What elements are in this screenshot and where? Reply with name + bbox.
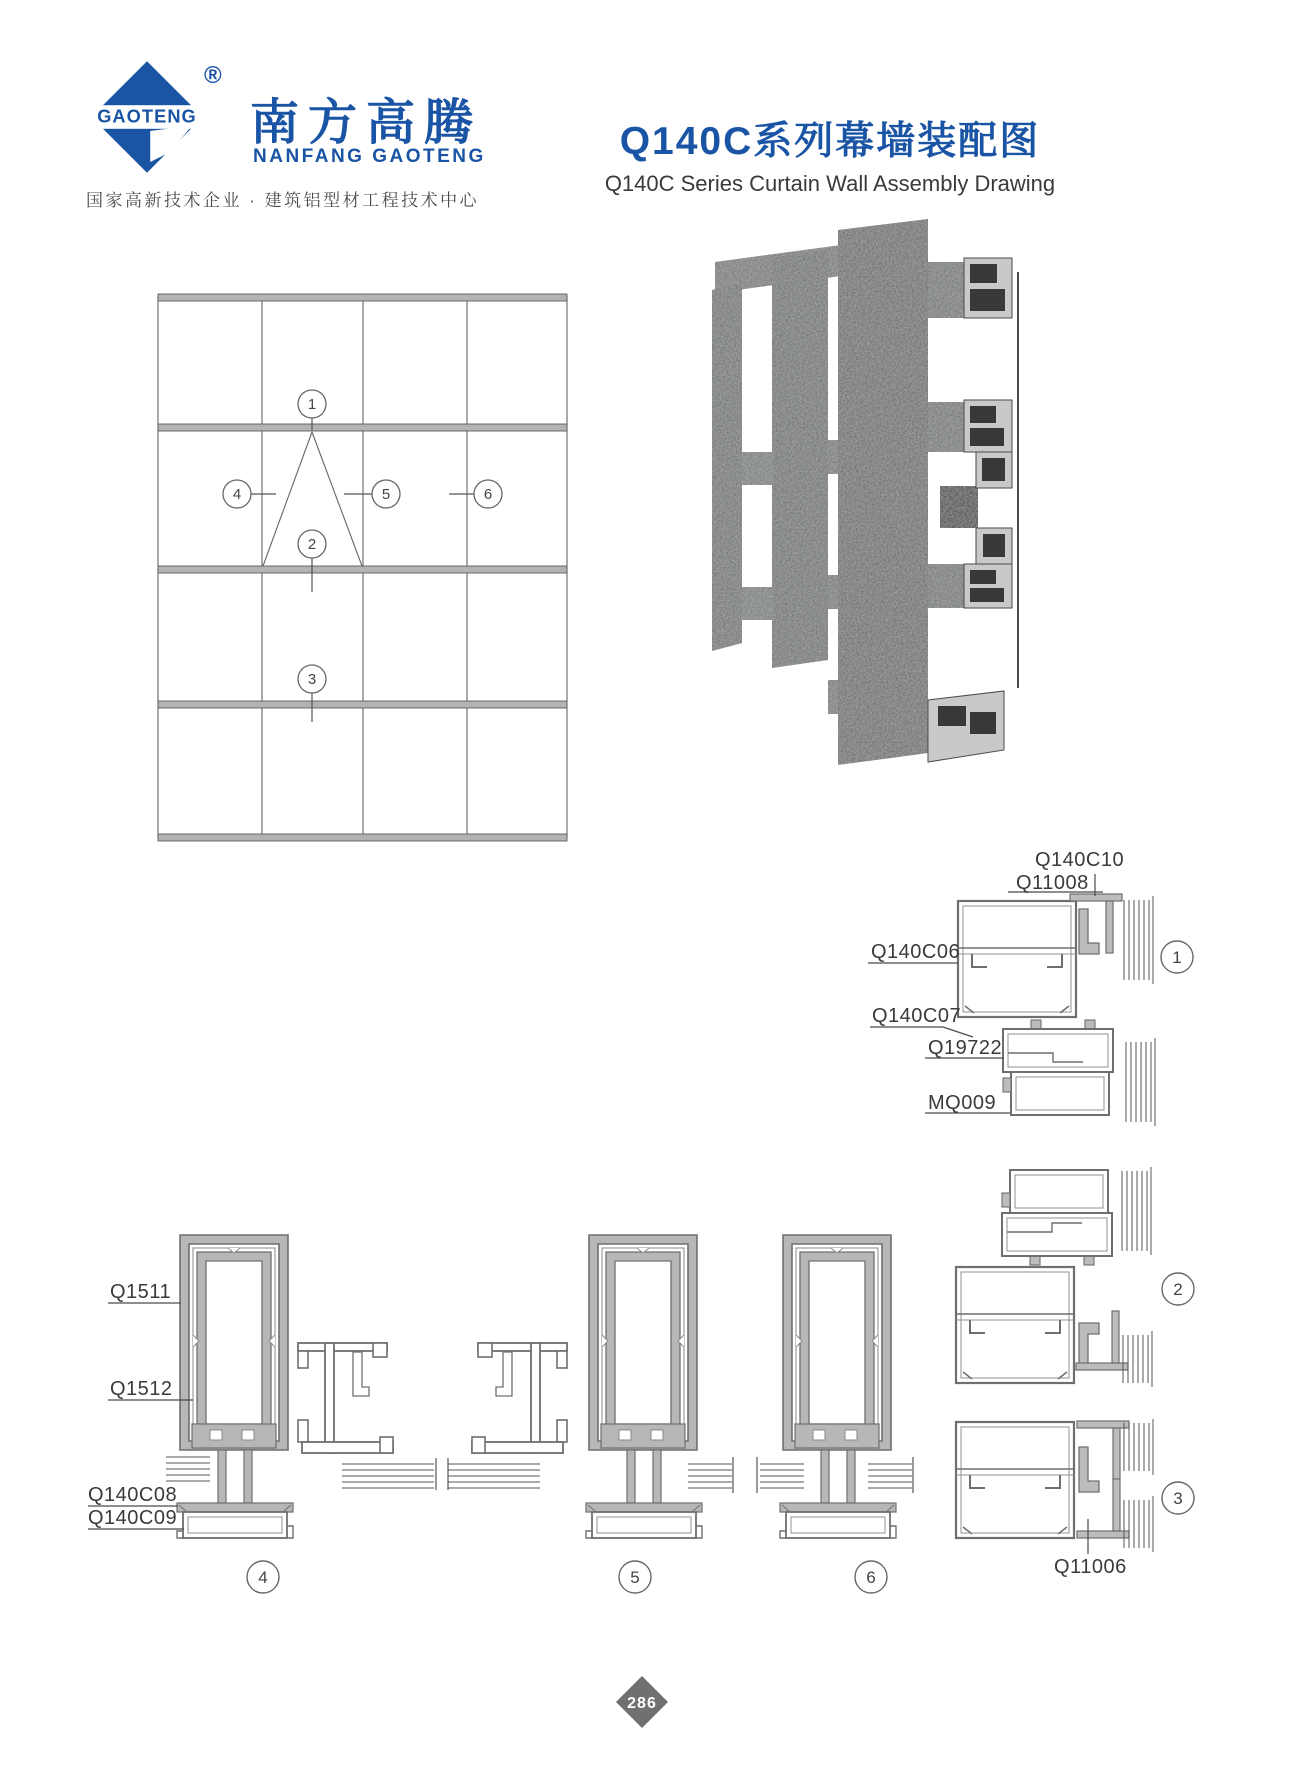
label-q140c07: Q140C07 xyxy=(872,1005,962,1027)
label-leaders xyxy=(88,874,1103,1554)
elev-callout-6: 6 xyxy=(483,486,493,503)
label-q1512: Q1512 xyxy=(110,1378,173,1400)
label-mq009: MQ009 xyxy=(928,1092,997,1114)
logo-wordmark: GAOTENG xyxy=(97,105,197,127)
page-number-badge xyxy=(616,1676,668,1728)
detail-callout-6: 6 xyxy=(866,1568,876,1587)
glass-hatches-bottom xyxy=(166,1457,913,1493)
elev-callout-3: 3 xyxy=(307,671,317,688)
label-q140c10: Q140C10 xyxy=(1035,849,1125,871)
section-detail-2 xyxy=(956,1167,1152,1387)
label-q19722: Q19722 xyxy=(928,1037,1003,1059)
section-detail-6 xyxy=(780,1235,896,1538)
section-detail-3 xyxy=(956,1419,1153,1552)
detail-callout-1: 1 xyxy=(1172,948,1182,967)
elev-callout-1: 1 xyxy=(307,396,317,413)
brand-name-cn: 南方高腾 xyxy=(250,96,483,150)
page-title: Q140C系列幕墙装配图 xyxy=(619,120,1041,163)
detail-callout-4: 4 xyxy=(258,1568,268,1587)
elev-callout-2: 2 xyxy=(307,536,317,553)
assembly-3d-render xyxy=(712,219,1018,765)
brand-tagline: 国家高新技术企业 · 建筑铝型材工程技术中心 xyxy=(86,191,480,210)
detail-callout-5: 5 xyxy=(630,1568,640,1587)
page-subtitle: Q140C Series Curtain Wall Assembly Drawing xyxy=(604,171,1056,196)
elevation-grid xyxy=(158,294,567,841)
section-detail-5 xyxy=(472,1235,702,1538)
label-q140c09: Q140C09 xyxy=(88,1507,178,1529)
section-detail-4 xyxy=(177,1235,393,1538)
label-q1511: Q1511 xyxy=(110,1281,172,1303)
elev-callout-4: 4 xyxy=(232,486,242,503)
detail-callout-2: 2 xyxy=(1173,1280,1183,1299)
elev-callout-5: 5 xyxy=(381,486,391,503)
registered-mark: ® xyxy=(204,62,222,89)
label-q11006: Q11006 xyxy=(1054,1556,1127,1578)
label-q11008: Q11008 xyxy=(1016,872,1089,894)
page-number: 286 xyxy=(627,1695,657,1712)
brand-name-en: NANFANG GAOTENG xyxy=(253,146,486,167)
label-q140c08: Q140C08 xyxy=(88,1484,178,1506)
detail-callout-3: 3 xyxy=(1173,1489,1183,1508)
label-q140c06: Q140C06 xyxy=(871,941,961,963)
